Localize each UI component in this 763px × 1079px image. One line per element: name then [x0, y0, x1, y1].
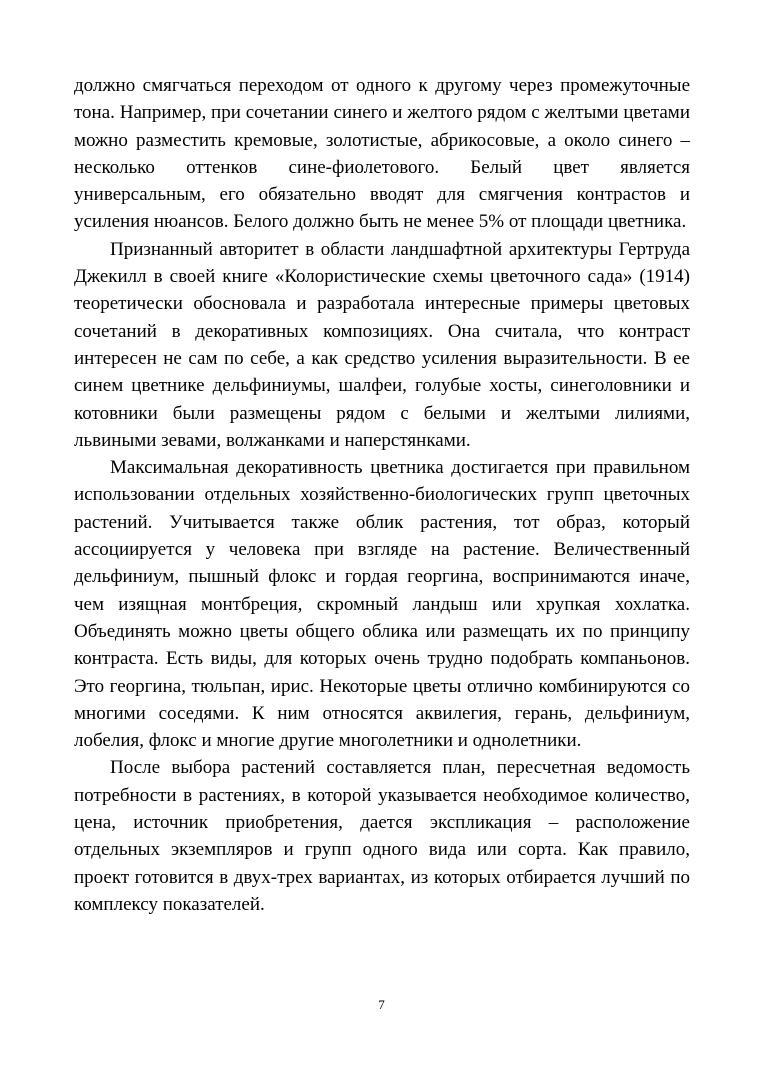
paragraph-color-transitions: должно смягчаться переходом от одного к другому через промежуточные тона. Например, при сочетании синего и желтого рядом с желтыми цветами можно разместить кремовые, золотистые, абрикосовые, а около синего – несколько оттенков сине-фиолетового. Белый цвет является универсальным, его обязательно вводят для смягчения контрастов и усиления нюансов. Белого должно быть не менее 5% от площади цветника. [74, 75, 690, 233]
page-body [74, 72, 690, 918]
paragraph-decorativeness: Максимальная декоративность цветника достигается при правильном использовании отдельных хозяйственно-биологических групп цветочных растений. Учитывается также облик растения, тот образ, который ассоциируется у человека при взгляде на растение. Величественный дельфиниум, пышный флокс и гордая георгина, воспринимаются иначе, чем изящная монтбреция, скромный ландыш или хрупкая хохлатка. Объединять можно цветы общего облика или размещать их по принципу контраста. Есть виды, для которых очень трудно подобрать компаньонов. Это георгина, тюльпан, ирис. Некоторые цветы отлично комбинируются со многими соседями. К ним относятся аквилегия, герань, дельфиниум, лобелия, флокс и многие другие многолетники и однолетники. [74, 457, 690, 752]
paragraph-gertrude-jekyll: Признанный авторитет в области ландшафтной архитектуры Гертруда Джекилл в своей книге «Колористические схемы цветочного сада» (1914) теоретически обосновала и разработала интересные примеры цветовых сочетаний в декоративных композициях. Она считала, что контраст интересен не сам по себе, а как средство усиления выразительности. В ее синем цветнике дельфиниумы, шалфеи, голубые хосты, синеголовники и котовники были размещены рядом с белыми и желтыми лилиями, львиными зевами, волжанками и наперстянками. [74, 238, 690, 451]
page-number: 7 [378, 997, 385, 1012]
paragraph-planning: После выбора растений составляется план, пересчетная ведомость потребности в растениях, в которой указывается необходимое количество, цена, источник приобретения, дается экспликация – расположение отдельных экземпляров и групп одного вида или сорта. Как правило, проект готовится в двух-трех вариантах, из которых отбирается лучший по комплексу показателей. [74, 757, 690, 915]
